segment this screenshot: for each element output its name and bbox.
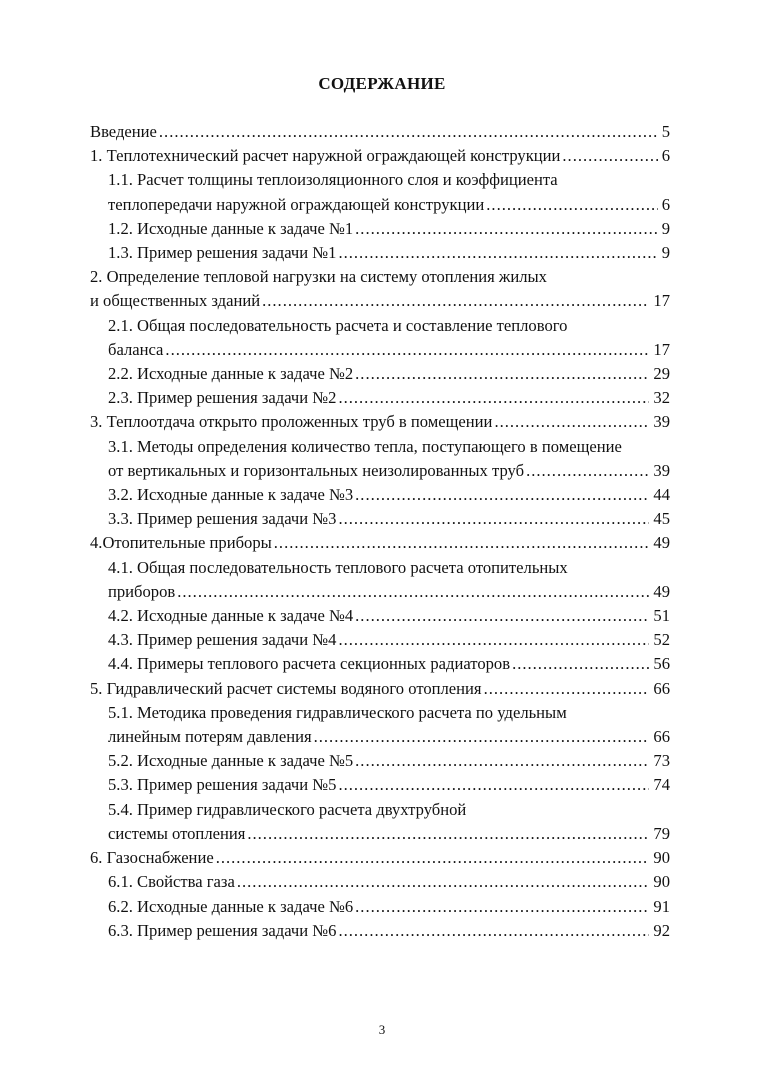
toc-entry[interactable] xyxy=(90,919,670,943)
dot-leader xyxy=(494,410,649,434)
toc-page-number: 5 xyxy=(661,122,670,141)
toc-entry[interactable] xyxy=(90,386,670,410)
dot-leader xyxy=(247,822,649,846)
dot-leader xyxy=(355,217,658,241)
toc-entry[interactable] xyxy=(90,556,670,604)
table-of-contents xyxy=(90,120,670,943)
toc-entry-text: 6.1. Свойства газа xyxy=(108,872,235,892)
toc-entry[interactable] xyxy=(90,435,670,483)
toc-entry-text: 2. Определение тепловой нагрузки на систему отопления жилых xyxy=(90,267,547,287)
toc-page-number: 9 xyxy=(661,218,670,238)
toc-page-number: 90 xyxy=(653,848,670,868)
toc-page-number: 39 xyxy=(653,412,670,432)
toc-entry-text: 4.1. Общая последовательность теплового расчета отопительных xyxy=(108,557,568,577)
toc-entry-text: 2.1. Общая последовательность расчета и составление теплового xyxy=(108,315,568,335)
toc-entry[interactable] xyxy=(90,895,670,919)
toc-entry-text: системы отопления xyxy=(108,823,246,843)
dot-leader xyxy=(562,144,657,168)
toc-page-number: 51 xyxy=(653,606,670,626)
dot-leader xyxy=(338,241,657,265)
toc-page-number: 66 xyxy=(653,727,670,747)
toc-entry[interactable] xyxy=(90,410,670,434)
toc-entry-text: 3.1. Методы определения количество тепла, поступающего в помещение xyxy=(108,436,622,456)
dot-leader xyxy=(355,362,649,386)
toc-entry[interactable] xyxy=(90,144,670,168)
toc-entry-text: баланса xyxy=(108,339,164,359)
toc-page-number: 32 xyxy=(653,388,670,408)
dot-leader xyxy=(526,459,649,483)
toc-entry[interactable] xyxy=(90,604,670,628)
toc-entry[interactable] xyxy=(90,846,670,870)
toc-entry[interactable] xyxy=(90,628,670,652)
toc-entry[interactable] xyxy=(90,701,670,749)
toc-entry-text: 1. Теплотехнический расчет наружной ограждающей конструкции xyxy=(90,146,561,166)
page-number: 3 xyxy=(378,1022,386,1037)
toc-entry-text: от вертикальных и горизонтальных неизолированных труб xyxy=(108,460,525,480)
toc-page-number: 17 xyxy=(653,339,670,359)
dot-leader xyxy=(338,628,649,652)
toc-entry-text: линейным потерям давления xyxy=(108,727,312,747)
toc-entry[interactable] xyxy=(90,362,670,386)
toc-entry-text: 4.2. Исходные данные к задаче №4 xyxy=(108,606,354,626)
toc-entry[interactable] xyxy=(90,531,670,555)
toc-entry-text: 2.2. Исходные данные к задаче №2 xyxy=(108,364,354,384)
dot-leader xyxy=(338,919,649,943)
toc-page-number: 39 xyxy=(653,460,670,480)
toc-page-number: 49 xyxy=(653,533,670,553)
dot-leader xyxy=(355,483,649,507)
toc-page-number: 66 xyxy=(653,678,670,698)
toc-entry-text: и общественных зданий xyxy=(90,291,261,311)
toc-entry-text: 3. Теплоотдача открыто проложенных труб в помещении xyxy=(90,412,493,432)
toc-entry-text: 3.3. Пример решения задачи №3 xyxy=(108,509,337,529)
page-title: СОДЕРЖАНИЕ xyxy=(318,74,446,93)
dot-leader xyxy=(216,846,650,870)
toc-page-number: 6 xyxy=(661,194,670,214)
dot-leader xyxy=(338,507,649,531)
toc-entry-text: 5.2. Исходные данные к задаче №5 xyxy=(108,751,354,771)
toc-page-number: 49 xyxy=(653,581,670,601)
dot-leader xyxy=(274,531,650,555)
toc-page-number: 9 xyxy=(661,243,670,263)
toc-entry-text: 3.2. Исходные данные к задаче №3 xyxy=(108,485,354,505)
dot-leader xyxy=(159,120,658,144)
toc-page-number: 90 xyxy=(653,872,670,892)
toc-page-number: 29 xyxy=(653,364,670,384)
dot-leader xyxy=(314,725,650,749)
toc-page-number: 73 xyxy=(653,751,670,771)
toc-entry-text: 4.Отопительные приборы xyxy=(90,533,272,553)
toc-entry-text: 2.3. Пример решения задачи №2 xyxy=(108,388,337,408)
toc-entry-text: 1.1. Расчет толщины теплоизоляционного слоя и коэффициента xyxy=(108,170,558,190)
toc-entry-text: 5.3. Пример решения задачи №5 xyxy=(108,775,337,795)
toc-entry-text: 5.4. Пример гидравлического расчета двухтрубной xyxy=(108,799,467,819)
toc-entry[interactable] xyxy=(90,749,670,773)
toc-page-number: 56 xyxy=(653,654,670,674)
toc-entry-text: 6.2. Исходные данные к задаче №6 xyxy=(108,896,354,916)
toc-page-number: 52 xyxy=(653,630,670,650)
toc-entry-text: 1.3. Пример решения задачи №1 xyxy=(108,243,337,263)
toc-page-number: 6 xyxy=(661,146,670,166)
toc-page-number: 79 xyxy=(653,823,670,843)
dot-leader xyxy=(355,604,649,628)
dot-leader xyxy=(338,773,649,797)
toc-entry-text: 5.1. Методика проведения гидравлического расчета по удельным xyxy=(108,702,567,722)
toc-entry-text: 6. Газоснабжение xyxy=(90,848,214,868)
dot-leader xyxy=(484,677,650,701)
toc-entry-text: 1.2. Исходные данные к задаче №1 xyxy=(108,218,354,238)
dot-leader xyxy=(355,749,649,773)
dot-leader xyxy=(262,289,649,313)
toc-entry[interactable] xyxy=(90,773,670,797)
toc-entry[interactable] xyxy=(90,168,670,216)
dot-leader xyxy=(165,338,649,362)
toc-entry-text: Введение xyxy=(90,122,157,141)
toc-entry[interactable] xyxy=(90,677,670,701)
toc-page-number: 92 xyxy=(653,920,670,940)
dot-leader xyxy=(486,193,657,217)
toc-entry[interactable] xyxy=(90,483,670,507)
toc-entry[interactable] xyxy=(90,652,670,676)
dot-leader xyxy=(177,580,649,604)
toc-page-number: 45 xyxy=(653,509,670,529)
toc-page-number: 74 xyxy=(653,775,670,795)
dot-leader xyxy=(237,870,650,894)
toc-entry[interactable] xyxy=(90,507,670,531)
toc-entry-text: 4.4. Примеры теплового расчета секционных радиаторов xyxy=(108,654,511,674)
toc-entry[interactable] xyxy=(90,314,670,362)
toc-entry-text: теплопередачи наружной ограждающей конструкции xyxy=(108,194,485,214)
toc-entry[interactable] xyxy=(90,265,670,313)
dot-leader xyxy=(338,386,649,410)
toc-page-number: 91 xyxy=(653,896,670,916)
toc-entry-text: приборов xyxy=(108,581,176,601)
toc-entry[interactable] xyxy=(90,870,670,894)
dot-leader xyxy=(512,652,649,676)
toc-page-number: 44 xyxy=(653,485,670,505)
toc-page-number: 17 xyxy=(653,291,670,311)
toc-entry[interactable] xyxy=(90,217,670,241)
toc-entry-text: 6.3. Пример решения задачи №6 xyxy=(108,920,337,940)
toc-entry-text: 5. Гидравлический расчет системы водяного отопления xyxy=(90,678,482,698)
dot-leader xyxy=(355,895,649,919)
toc-entry[interactable] xyxy=(90,798,670,846)
toc-entry[interactable] xyxy=(90,241,670,265)
toc-entry-text: 4.3. Пример решения задачи №4 xyxy=(108,630,337,650)
toc-entry[interactable] xyxy=(90,120,670,144)
